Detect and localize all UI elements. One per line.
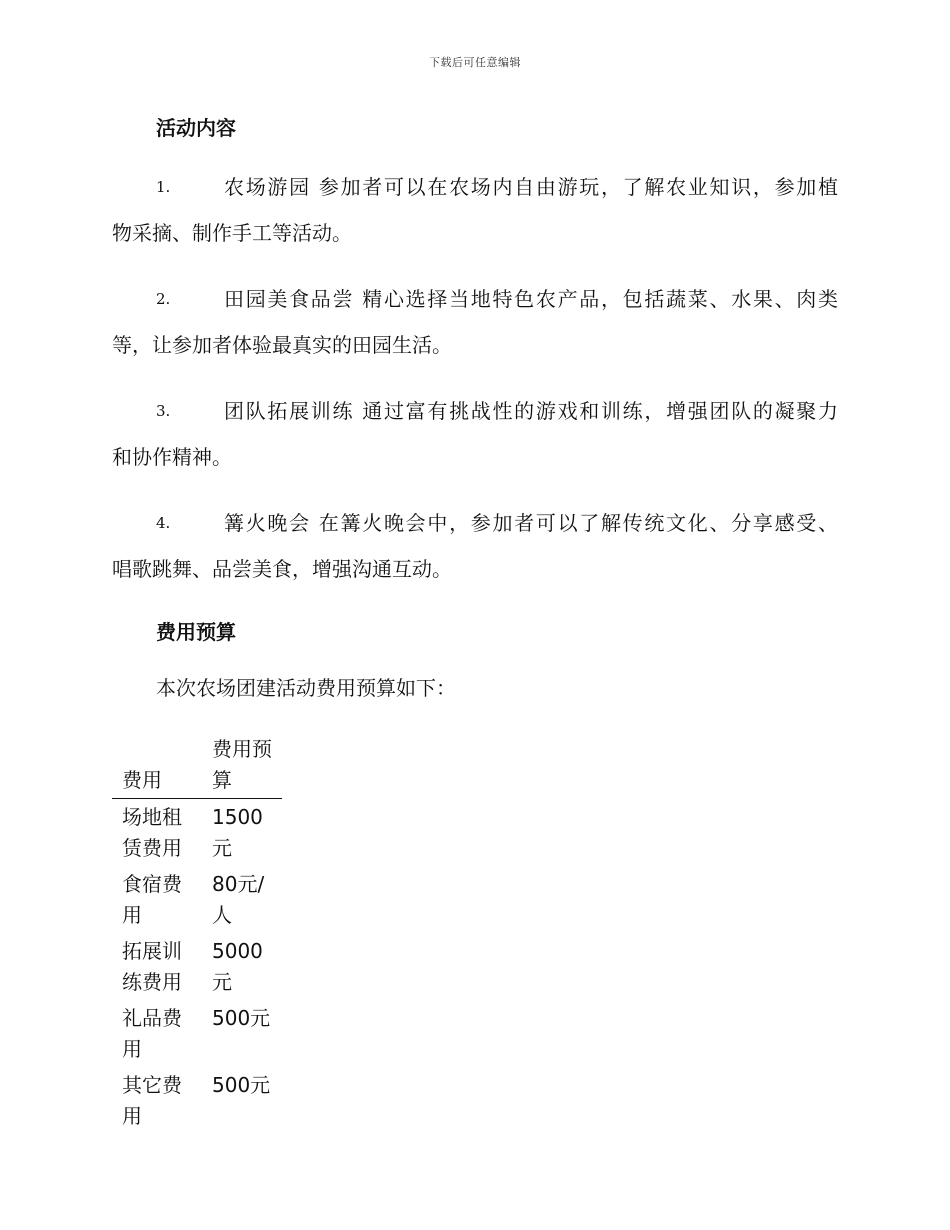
item-number: 3.: [156, 402, 171, 420]
item-text-line1: 团队拓展训练 通过富有挑战性的游戏和训练，增强团队的凝聚力: [224, 399, 838, 423]
table-row: [112, 1000, 282, 1067]
list-item: [112, 500, 838, 592]
header-note: 下载后可任意编辑: [429, 56, 521, 69]
table-cell-budget: 5000元: [212, 939, 263, 994]
item-number: 4.: [156, 514, 171, 532]
item-text-line1: 田园美食品尝 精心选择当地特色农产品，包括蔬菜、水果、肉类: [224, 287, 838, 311]
table-cell-item: 场地租赁费用: [122, 805, 182, 860]
table-row: [112, 1067, 282, 1134]
section-title-activities: 活动内容: [156, 116, 236, 140]
item-text-line2: 和协作精神。: [112, 445, 232, 469]
table-cell-budget: 500元: [212, 1006, 271, 1030]
table-cell-item: 其它费用: [122, 1073, 182, 1128]
section-title-budget: 费用预算: [156, 620, 236, 644]
table-cell-budget: 1500元: [212, 805, 263, 860]
list-item: [112, 388, 838, 480]
item-number: 1.: [156, 178, 171, 196]
budget-intro: 本次农场团建活动费用预算如下：: [156, 676, 456, 700]
table-row: [112, 933, 282, 1000]
table-cell-item: 礼品费用: [122, 1006, 182, 1061]
item-text-line2: 唱歌跳舞、品尝美食，增强沟通互动。: [112, 557, 452, 581]
list-item: [112, 276, 838, 368]
table-row: [112, 866, 282, 933]
document-body: [112, 112, 838, 1134]
item-text-line2: 等，让参加者体验最真实的田园生活。: [112, 333, 452, 357]
table-cell-item: 食宿费用: [122, 872, 182, 927]
table-cell-budget: 80元/人: [212, 872, 265, 927]
list-item: [112, 164, 838, 256]
item-text-line1: 篝火晚会 在篝火晚会中，参加者可以了解传统文化、分享感受、: [224, 511, 838, 535]
item-number: 2.: [156, 290, 171, 308]
table-cell-item: 拓展训练费用: [122, 939, 182, 994]
budget-table: [112, 734, 282, 1134]
table-row: [112, 799, 282, 867]
table-header-row: [112, 734, 282, 799]
item-text-line2: 物采摘、制作手工等活动。: [112, 221, 352, 245]
table-cell-budget: 500元: [212, 1073, 271, 1097]
column-header-item: 费用: [112, 734, 202, 799]
item-text-line1: 农场游园 参加者可以在农场内自由游玩，了解农业知识，参加植: [224, 175, 838, 199]
column-header-budget: 费用预算: [202, 734, 282, 799]
